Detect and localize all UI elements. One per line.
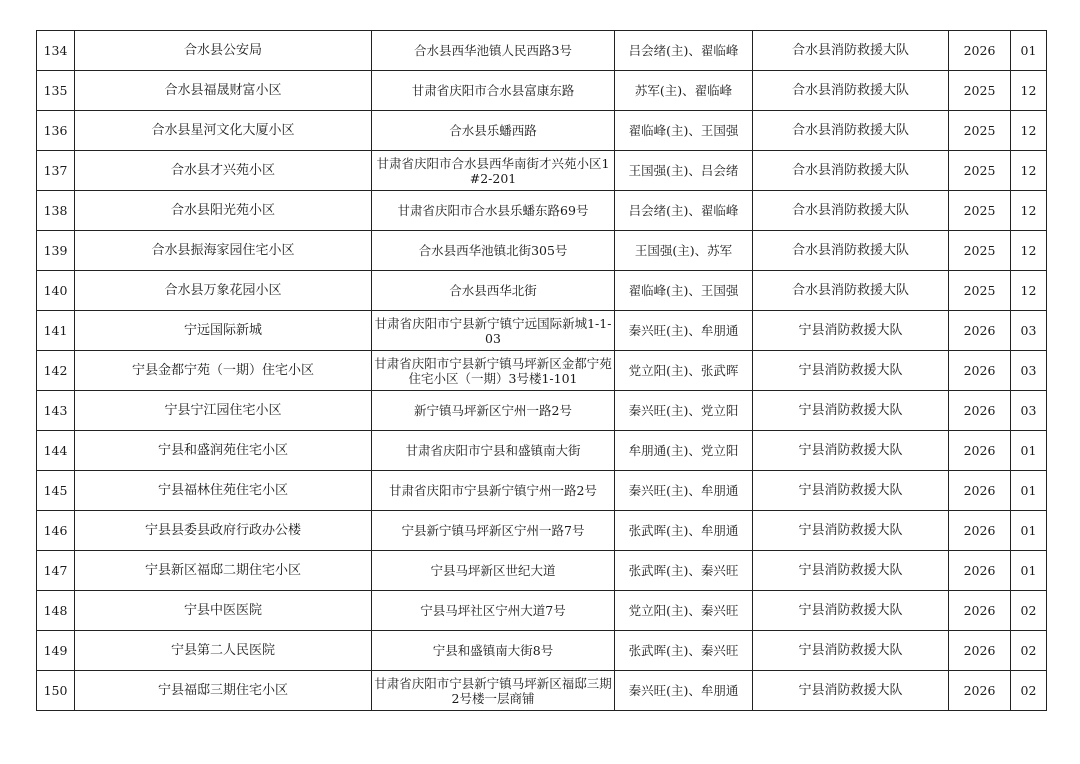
cell-site-name: 宁县县委县政府行政办公楼 [75,511,372,551]
cell-year: 2025 [949,71,1011,111]
cell-month: 01 [1011,511,1047,551]
cell-address: 宁县和盛镇南大街8号 [372,631,615,671]
cell-responsible-unit: 宁县消防救援大队 [753,471,949,511]
cell-address: 合水县西华北街 [372,271,615,311]
cell-month: 01 [1011,31,1047,71]
cell-inspectors: 党立阳(主)、秦兴旺 [615,591,753,631]
cell-year: 2026 [949,31,1011,71]
cell-site-name: 合水县星河文化大厦小区 [75,111,372,151]
cell-month: 12 [1011,271,1047,311]
cell-responsible-unit: 宁县消防救援大队 [753,351,949,391]
cell-year: 2025 [949,191,1011,231]
cell-inspectors: 苏军(主)、翟临峰 [615,71,753,111]
cell-inspectors: 秦兴旺(主)、党立阳 [615,391,753,431]
cell-inspectors: 翟临峰(主)、王国强 [615,271,753,311]
cell-address: 宁县新宁镇马坪新区宁州一路7号 [372,511,615,551]
cell-responsible-unit: 宁县消防救援大队 [753,591,949,631]
cell-site-name: 宁县中医医院 [75,591,372,631]
cell-site-name: 宁县新区福邸二期住宅小区 [75,551,372,591]
table-row [37,511,1047,551]
cell-address: 合水县西华池镇北街305号 [372,231,615,271]
cell-address: 合水县乐蟠西路 [372,111,615,151]
cell-address: 宁县马坪社区宁州大道7号 [372,591,615,631]
cell-number: 142 [37,351,75,391]
table-row [37,391,1047,431]
cell-year: 2025 [949,231,1011,271]
cell-month: 02 [1011,591,1047,631]
cell-responsible-unit: 合水县消防救援大队 [753,191,949,231]
cell-month: 12 [1011,71,1047,111]
cell-address: 甘肃省庆阳市宁县新宁镇宁州一路2号 [372,471,615,511]
table-row [37,31,1047,71]
table-row [37,111,1047,151]
cell-inspectors: 张武晖(主)、秦兴旺 [615,631,753,671]
cell-number: 134 [37,31,75,71]
cell-number: 141 [37,311,75,351]
cell-responsible-unit: 合水县消防救援大队 [753,71,949,111]
cell-address: 宁县马坪新区世纪大道 [372,551,615,591]
cell-responsible-unit: 宁县消防救援大队 [753,431,949,471]
cell-responsible-unit: 宁县消防救援大队 [753,551,949,591]
cell-site-name: 宁县金都宁苑（一期）住宅小区 [75,351,372,391]
cell-site-name: 合水县公安局 [75,31,372,71]
cell-address: 甘肃省庆阳市合水县乐蟠东路69号 [372,191,615,231]
cell-inspectors: 秦兴旺(主)、牟朋通 [615,471,753,511]
cell-month: 12 [1011,231,1047,271]
cell-address: 合水县西华池镇人民西路3号 [372,31,615,71]
cell-address: 甘肃省庆阳市宁县新宁镇宁远国际新城1-1-03 [372,311,615,351]
table-row [37,311,1047,351]
cell-address: 甘肃省庆阳市合水县富康东路 [372,71,615,111]
cell-site-name: 宁县和盛润苑住宅小区 [75,431,372,471]
cell-year: 2026 [949,431,1011,471]
cell-site-name: 宁县宁江园住宅小区 [75,391,372,431]
cell-site-name: 宁县福邸三期住宅小区 [75,671,372,711]
cell-site-name: 宁远国际新城 [75,311,372,351]
cell-number: 144 [37,431,75,471]
table-row [37,231,1047,271]
cell-number: 136 [37,111,75,151]
cell-responsible-unit: 宁县消防救援大队 [753,391,949,431]
cell-address: 新宁镇马坪新区宁州一路2号 [372,391,615,431]
cell-month: 03 [1011,351,1047,391]
cell-site-name: 合水县才兴苑小区 [75,151,372,191]
cell-year: 2026 [949,471,1011,511]
cell-site-name: 宁县第二人民医院 [75,631,372,671]
cell-year: 2026 [949,311,1011,351]
cell-year: 2025 [949,111,1011,151]
table-row [37,551,1047,591]
cell-inspectors: 张武晖(主)、秦兴旺 [615,551,753,591]
cell-number: 138 [37,191,75,231]
table-body [37,31,1047,711]
cell-responsible-unit: 合水县消防救援大队 [753,31,949,71]
cell-number: 135 [37,71,75,111]
cell-responsible-unit: 宁县消防救援大队 [753,631,949,671]
cell-address: 甘肃省庆阳市宁县新宁镇马坪新区金都宁苑住宅小区（一期）3号楼1-101 [372,351,615,391]
cell-month: 03 [1011,311,1047,351]
cell-month: 03 [1011,391,1047,431]
cell-responsible-unit: 宁县消防救援大队 [753,311,949,351]
table-row [37,671,1047,711]
table-row [37,591,1047,631]
cell-number: 146 [37,511,75,551]
cell-site-name: 合水县福晟财富小区 [75,71,372,111]
cell-site-name: 合水县阳光苑小区 [75,191,372,231]
table-row [37,631,1047,671]
table-row [37,71,1047,111]
cell-number: 139 [37,231,75,271]
cell-responsible-unit: 合水县消防救援大队 [753,111,949,151]
cell-number: 140 [37,271,75,311]
cell-number: 143 [37,391,75,431]
cell-inspectors: 秦兴旺(主)、牟朋通 [615,311,753,351]
cell-month: 01 [1011,551,1047,591]
cell-number: 137 [37,151,75,191]
cell-year: 2026 [949,511,1011,551]
inspection-table [36,30,1047,711]
cell-month: 02 [1011,671,1047,711]
cell-year: 2026 [949,351,1011,391]
cell-month: 12 [1011,151,1047,191]
cell-number: 147 [37,551,75,591]
cell-address: 甘肃省庆阳市宁县新宁镇马坪新区福邸三期2号楼一层商铺 [372,671,615,711]
cell-address: 甘肃省庆阳市合水县西华南街才兴苑小区1#2-201 [372,151,615,191]
cell-year: 2026 [949,671,1011,711]
cell-month: 12 [1011,111,1047,151]
cell-responsible-unit: 宁县消防救援大队 [753,511,949,551]
table-row [37,471,1047,511]
table-row [37,271,1047,311]
cell-inspectors: 张武晖(主)、牟朋通 [615,511,753,551]
cell-month: 01 [1011,431,1047,471]
cell-inspectors: 吕会绪(主)、翟临峰 [615,31,753,71]
cell-year: 2026 [949,391,1011,431]
cell-inspectors: 牟朋通(主)、党立阳 [615,431,753,471]
cell-responsible-unit: 合水县消防救援大队 [753,271,949,311]
cell-month: 02 [1011,631,1047,671]
cell-site-name: 合水县振海家园住宅小区 [75,231,372,271]
cell-month: 12 [1011,191,1047,231]
cell-inspectors: 王国强(主)、吕会绪 [615,151,753,191]
cell-inspectors: 翟临峰(主)、王国强 [615,111,753,151]
cell-inspectors: 吕会绪(主)、翟临峰 [615,191,753,231]
cell-year: 2026 [949,551,1011,591]
table-row [37,191,1047,231]
cell-inspectors: 党立阳(主)、张武晖 [615,351,753,391]
cell-responsible-unit: 宁县消防救援大队 [753,671,949,711]
cell-month: 01 [1011,471,1047,511]
cell-responsible-unit: 合水县消防救援大队 [753,231,949,271]
table-row [37,151,1047,191]
cell-inspectors: 秦兴旺(主)、牟朋通 [615,671,753,711]
cell-responsible-unit: 合水县消防救援大队 [753,151,949,191]
cell-inspectors: 王国强(主)、苏军 [615,231,753,271]
cell-number: 145 [37,471,75,511]
table-row [37,351,1047,391]
table-row [37,431,1047,471]
cell-number: 150 [37,671,75,711]
cell-number: 148 [37,591,75,631]
cell-year: 2025 [949,151,1011,191]
cell-year: 2026 [949,631,1011,671]
cell-year: 2026 [949,591,1011,631]
cell-address: 甘肃省庆阳市宁县和盛镇南大街 [372,431,615,471]
cell-site-name: 宁县福林住苑住宅小区 [75,471,372,511]
cell-number: 149 [37,631,75,671]
cell-site-name: 合水县万象花园小区 [75,271,372,311]
cell-year: 2025 [949,271,1011,311]
